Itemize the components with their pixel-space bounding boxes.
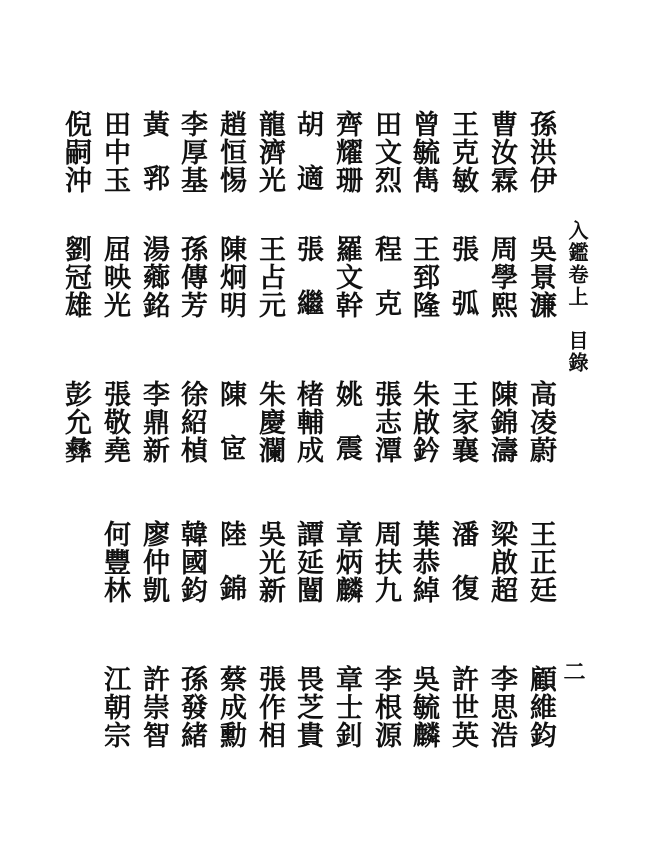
name-entry: 孫傳芳 xyxy=(176,235,207,319)
name-entry: 譚延闓 xyxy=(292,520,323,604)
name-entry: 田中玉 xyxy=(99,110,130,194)
name-entry: 顧維鈞 xyxy=(525,665,556,749)
name-entry: 吳景濂 xyxy=(525,235,556,319)
name-entry: 屈映光 xyxy=(99,235,130,319)
name-entry: 朱慶瀾 xyxy=(254,380,285,464)
name-entry: 吳光新 xyxy=(254,520,285,604)
name-entry: 羅文幹 xyxy=(331,235,362,319)
name-entry: 曹汝霖 xyxy=(486,110,517,194)
name-entry: 陸錦 xyxy=(215,520,246,628)
name-entry: 何豐林 xyxy=(99,520,130,604)
name-entry: 張繼 xyxy=(292,235,323,343)
name-entry: 陳炯明 xyxy=(215,235,246,319)
name-entry: 湯薌銘 xyxy=(138,235,169,319)
name-entry: 朱啟鈐 xyxy=(408,380,439,464)
section-title: 目錄 xyxy=(565,330,589,374)
name-entry: 李根源 xyxy=(370,665,401,749)
page-number: 二 xyxy=(560,660,586,682)
name-entry: 胡適 xyxy=(292,110,323,218)
running-header xyxy=(567,220,587,374)
name-entry: 張敬堯 xyxy=(99,380,130,464)
name-entry: 蔡成勳 xyxy=(215,665,246,749)
name-entry: 程克 xyxy=(370,235,401,343)
name-entry: 張志潭 xyxy=(370,380,401,464)
name-entry: 王克敏 xyxy=(447,110,478,194)
name-entry: 孫洪伊 xyxy=(525,110,556,194)
name-entry: 許世英 xyxy=(447,665,478,749)
name-entry: 韓國鈞 xyxy=(176,520,207,604)
name-entry: 王正廷 xyxy=(525,520,556,604)
name-entry: 梁啟超 xyxy=(486,520,517,604)
name-entry: 王占元 xyxy=(254,235,285,319)
name-entry: 齊耀珊 xyxy=(331,110,362,194)
name-entry: 彭允彝 xyxy=(60,380,91,464)
name-entry: 王家襄 xyxy=(447,380,478,464)
book-title: 入鑑卷上 xyxy=(565,220,589,308)
name-entry: 倪嗣沖 xyxy=(60,110,91,194)
name-entry: 章炳麟 xyxy=(331,520,362,604)
name-entry: 楮輔成 xyxy=(292,380,323,464)
name-entry: 孫發緒 xyxy=(176,665,207,749)
name-entry: 葉恭綽 xyxy=(408,520,439,604)
name-entry: 高凌蔚 xyxy=(525,380,556,464)
name-entry: 許崇智 xyxy=(138,665,169,749)
name-entry: 周學熙 xyxy=(486,235,517,319)
name-entry: 龍濟光 xyxy=(254,110,285,194)
name-entry: 廖仲凱 xyxy=(138,520,169,604)
name-entry: 李厚基 xyxy=(176,110,207,194)
name-entry: 劉冠雄 xyxy=(60,235,91,319)
name-entry: 陳宧 xyxy=(215,380,246,488)
name-entry: 周扶九 xyxy=(370,520,401,604)
name-entry: 趙恒惕 xyxy=(215,110,246,194)
name-entry: 陳錦濤 xyxy=(486,380,517,464)
name-entry: 江朝宗 xyxy=(99,665,130,749)
name-entry: 張弧 xyxy=(447,235,478,343)
name-entry: 潘復 xyxy=(447,520,478,628)
header-spacer xyxy=(565,308,589,330)
name-entry: 李鼎新 xyxy=(138,380,169,464)
name-entry: 曾毓雋 xyxy=(408,110,439,194)
name-entry: 吳毓麟 xyxy=(408,665,439,749)
name-entry: 田文烈 xyxy=(370,110,401,194)
name-entry: 徐紹楨 xyxy=(176,380,207,464)
name-entry: 張作相 xyxy=(254,665,285,749)
name-entry: 李思浩 xyxy=(486,665,517,749)
name-entry: 黃郛 xyxy=(138,110,169,218)
name-entry: 章士釗 xyxy=(331,665,362,749)
name-entry: 畏芝貴 xyxy=(292,665,323,749)
name-entry: 姚震 xyxy=(331,380,362,488)
name-entry: 王郅隆 xyxy=(408,235,439,319)
